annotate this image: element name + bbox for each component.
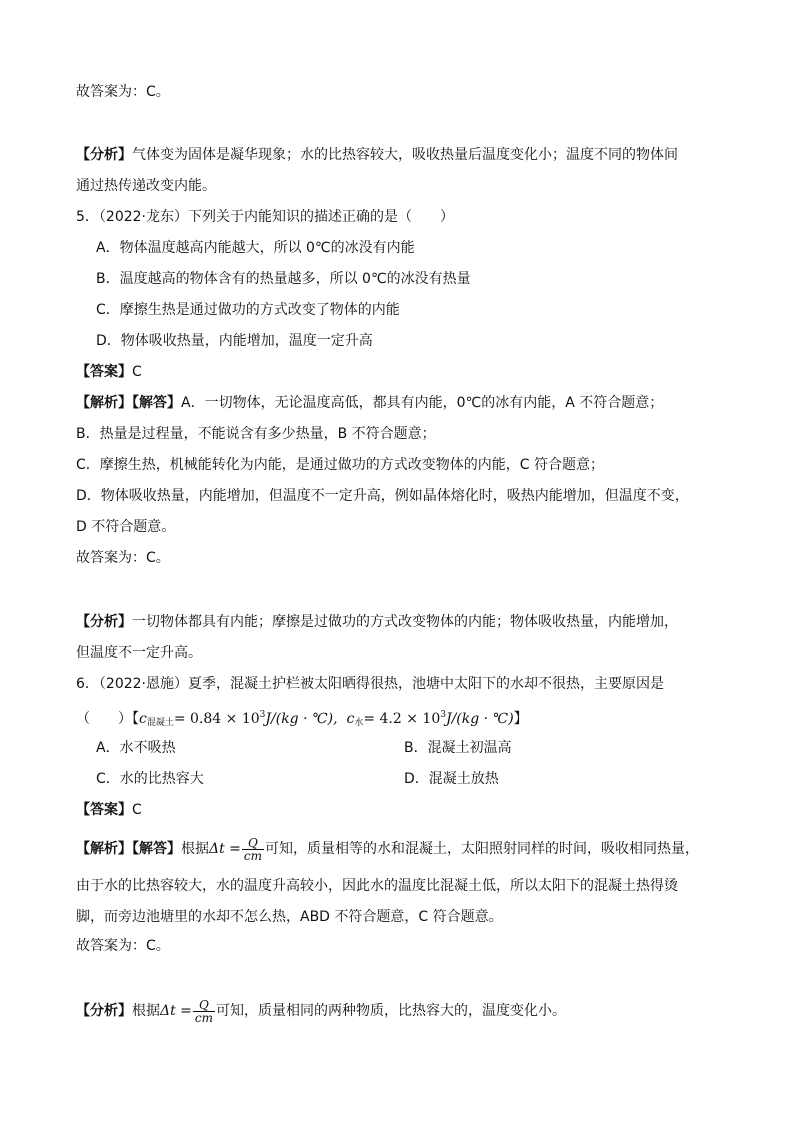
q6-stem: 6．（2022·恩施）夏季，混凝土护栏被太阳晒得很热，池塘中太阳下的水却不很热，主要原因是 xyxy=(76,676,664,692)
q5-jiexi-line-1: 【解析】【解答】A．一切物体，无论温度高低，都具有内能，0℃的冰有内能，A 不符合题意； xyxy=(76,395,664,411)
q5-analysis-line-1: 【分析】一切物体都具有内能；摩擦是过做功的方式改变物体的内能；物体吸收热量，内能增加， xyxy=(76,614,678,630)
q5-answer: 【答案】C xyxy=(76,364,142,380)
q5-answer-line: 故答案为：C。 xyxy=(76,550,170,566)
answer-label: 【答案】 xyxy=(76,364,132,380)
q4-analysis-line-1: 【分析】气体变为固体是凝华现象；水的比热容较大，吸收热量后温度变化小；温度不同的物体间 xyxy=(76,147,678,163)
jiexi-label: 【解析】【解答】 xyxy=(76,395,181,411)
q5-option-d: D．物体吸收热量，内能增加，温度一定升高 xyxy=(96,333,373,349)
q5-jiexi-line-2: B．热量是过程量，不能说含有多少热量，B 不符合题意； xyxy=(76,426,436,442)
q6-answer: 【答案】C xyxy=(76,802,142,818)
q6-stem-constants: （ ）【$c_{混凝土}= 0.84 \times 10^3J/(kg$ · ℃), $c_水= 4.2 \times 10^3J/(kg$ · ℃)】 xyxy=(76,710,528,728)
q5-analysis-line-2: 但温度不一定升高。 xyxy=(76,645,202,661)
analysis-label: 【分析】 xyxy=(76,614,132,630)
q5-jiexi-line-5: D 不符合题意。 xyxy=(76,519,176,535)
q5-option-a: A．物体温度越高内能越大，所以 0℃的冰没有内能 xyxy=(96,240,415,256)
q5-stem: 5．（2022·龙东）下列关于内能知识的描述正确的是（ ） xyxy=(76,209,454,225)
q6-option-c: C．水的比热容大 xyxy=(96,771,204,787)
q5-jiexi-line-3: C．摩擦生热，机械能转化为内能，是通过做功的方式改变物体的内能，C 符合题意； xyxy=(76,457,604,473)
jiexi-label: 【解析】【解答】 xyxy=(76,841,181,857)
answer-label: 【答案】 xyxy=(76,802,132,818)
c-concrete-symbol: $c_{混凝土}$ xyxy=(139,711,174,728)
q5-jiexi-line-4: D．物体吸收热量，内能增加，但温度不一定升高，例如晶体熔化时，吸热内能增加，但温度不变， xyxy=(76,488,689,504)
q6-option-b: B．混凝土初温高 xyxy=(404,740,512,756)
q6-option-d: D．混凝土放热 xyxy=(404,771,499,787)
formula-lhs: Δt = xyxy=(209,841,241,857)
q6-analysis-line: 【分析】根据Δt = $\frac{Q}{cm}$ 可知，质量相同的两种物质，比热容大的，温度变化小。 xyxy=(76,997,567,1025)
formula-fraction: $\frac{Q}{cm}$ xyxy=(243,835,263,863)
q5-option-b: B．温度越高的物体含有的热量越多，所以 0℃的冰没有热量 xyxy=(96,271,471,287)
q4-answer-line: 故答案为：C。 xyxy=(76,84,170,100)
q6-answer-line: 故答案为：C。 xyxy=(76,938,170,954)
q4-analysis-line-2: 通过热传递改变内能。 xyxy=(76,178,216,194)
q6-jiexi-line-1: 【解析】【解答】根据Δt = $\frac{Q}{cm}$ 可知，质量相等的水和混凝土，太阳照射同样的时间，吸收相同热量， xyxy=(76,835,700,863)
q6-option-a: A．水不吸热 xyxy=(96,740,176,756)
q6-jiexi-line-3: 脚，而旁边池塘里的水却不怎么热，ABD 不符合题意，C 符合题意。 xyxy=(76,909,503,925)
formula-fraction: $\frac{Q}{cm}$ xyxy=(194,997,214,1025)
q6-jiexi-line-2: 由于水的比热容较大，水的温度升高较小，因此水的温度比混凝土低，所以太阳下的混凝土热得烫 xyxy=(76,878,678,894)
analysis-label: 【分析】 xyxy=(76,147,132,163)
c-water-symbol: $c_水$ xyxy=(346,711,364,728)
analysis-label: 【分析】 xyxy=(76,1003,132,1019)
q5-option-c: C．摩擦生热是通过做功的方式改变了物体的内能 xyxy=(96,302,400,318)
q6-options-row-1 xyxy=(96,738,176,758)
